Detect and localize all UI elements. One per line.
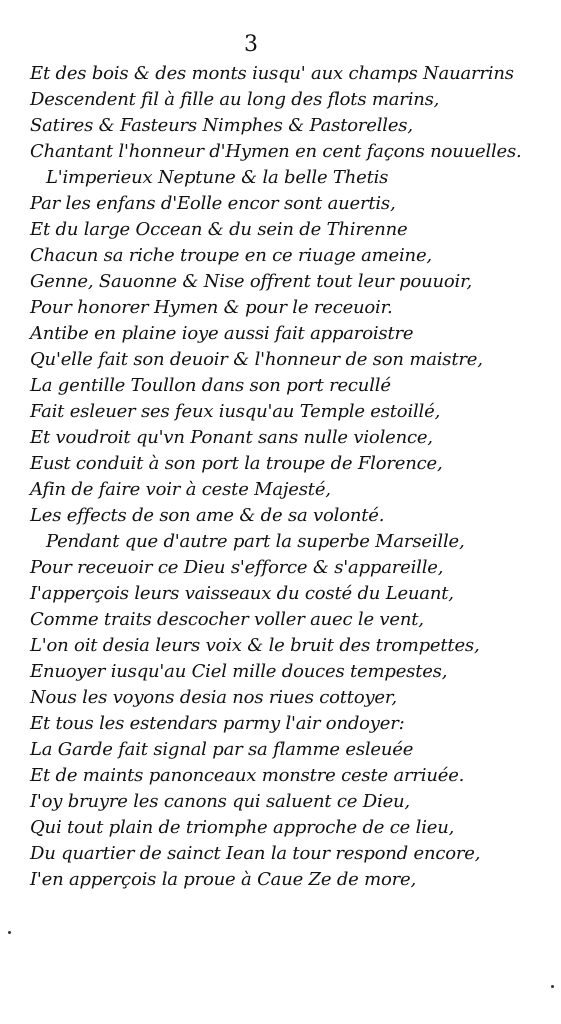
verse-line: Et de maints panonceaux monstre ceste arriuée. xyxy=(30,765,465,786)
verse-line: Nous les voyons desia nos riues cottoyer, xyxy=(30,687,397,708)
verse-line: Afin de faire voir à ceste Majesté, xyxy=(30,479,331,500)
verse-line: Du quartier de sainct Iean la tour respond encore, xyxy=(30,843,481,864)
verse-line: La Garde fait signal par sa flamme esleuée xyxy=(30,739,414,760)
verse-line: Eust conduit à son port la troupe de Florence, xyxy=(30,453,443,474)
verse-line: Chacun sa riche troupe en ce riuage ameine, xyxy=(30,245,432,266)
verse-line: Pour honorer Hymen & pour le receuoir. xyxy=(30,297,393,318)
verse-line: Et voudroit qu'vn Ponant sans nulle violence, xyxy=(30,427,433,448)
verse-line: Comme traits descocher voller auec le vent, xyxy=(30,609,424,630)
verse-line: I'oy bruyre les canons qui saluent ce Dieu, xyxy=(30,791,410,812)
verse-line: Qu'elle fait son deuoir & l'honneur de son maistre, xyxy=(30,349,483,370)
verse-line: Descendent fil à fille au long des flots marins, xyxy=(30,89,440,110)
verse-line: La gentille Toullon dans son port recullé xyxy=(30,375,391,396)
verse-line: Et tous les estendars parmy l'air ondoyer: xyxy=(30,713,405,734)
verse-line: Fait esleuer ses feux iusqu'au Temple estoillé, xyxy=(30,401,441,422)
verse-line: Et du large Occean & du sein de Thirenne xyxy=(30,219,408,240)
margin-mark xyxy=(8,931,11,934)
verse-line: Satires & Fasteurs Nimphes & Pastorelles, xyxy=(30,115,413,136)
verse-line: Par les enfans d'Eolle encor sont auertis, xyxy=(30,193,396,214)
verse-line: Enuoyer iusqu'au Ciel mille douces tempestes, xyxy=(30,661,448,682)
verse-line: L'imperieux Neptune & la belle Thetis xyxy=(46,167,389,188)
verse-line: L'on oit desia leurs voix & le bruit des trompettes, xyxy=(30,635,480,656)
verse-line: Et des bois & des monts iusqu' aux champs Nauarrins xyxy=(30,63,514,84)
verse-line: Antibe en plaine ioye aussi fait apparoistre xyxy=(30,323,414,344)
verse-line: Qui tout plain de triomphe approche de ce lieu, xyxy=(30,817,455,838)
page-number: 3 xyxy=(244,32,258,57)
verse-line: I'en apperçois la proue à Caue Ze de more, xyxy=(30,869,417,890)
verse-line: Genne, Sauonne & Nise offrent tout leur pouuoir, xyxy=(30,271,473,292)
verse-line: Pendant que d'autre part la superbe Marseille, xyxy=(46,531,465,552)
verse-line: I'apperçois leurs vaisseaux du costé du Leuant, xyxy=(30,583,454,604)
verse-line: Pour receuoir ce Dieu s'efforce & s'appareille, xyxy=(30,557,444,578)
verse-line: Chantant l'honneur d'Hymen en cent façons nouuelles. xyxy=(30,141,522,162)
margin-mark xyxy=(551,985,554,988)
verse-line: Les effects de son ame & de sa volonté. xyxy=(30,505,385,526)
